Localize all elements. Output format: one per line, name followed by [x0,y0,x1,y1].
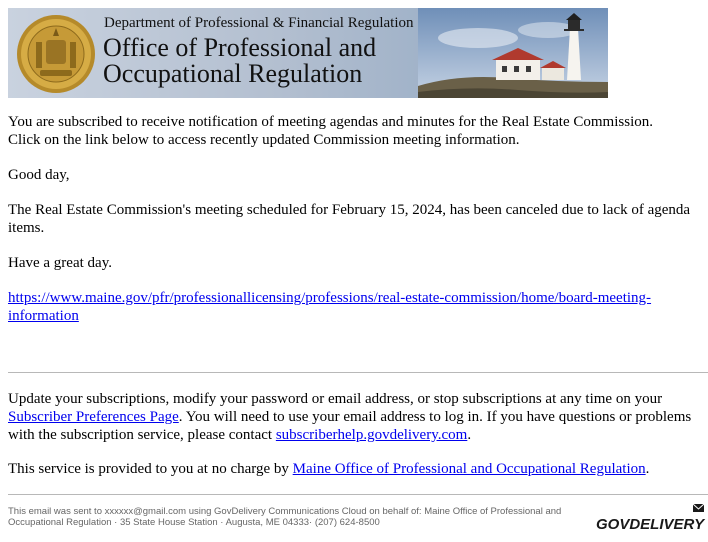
board-meeting-information-link[interactable]: https://www.maine.gov/pfr/professionallicensing/professions/real-estate-commission/home/board-meeting-information [8,290,652,324]
department-name: Department of Professional & Financial Regulation [104,15,414,31]
subscriber-preferences-link[interactable]: Subscriber Preferences Page [8,409,179,425]
closing: Have a great day. [8,255,112,271]
divider-bottom [8,494,708,495]
govdelivery-logo [594,502,706,538]
email-body [8,113,700,342]
legal-footer: This email was sent to xxxxxx@gmail.com using GovDelivery Communications Cloud on behalf of: Maine Office of Professional and Occupational Regulation · 35 State House Station · Augusta, ME 04333· (207) 624-8500 [8,506,562,528]
intro-line-2: Click on the link below to access recently updated Commission meeting information. [8,132,520,148]
office-title [103,35,376,87]
maine-state-seal-icon [16,14,96,94]
divider [8,372,708,373]
subscription-management-text [8,390,708,444]
update-text-1: Update your subscriptions, modify your password or email address, or stop subscriptions at any time on your [8,391,663,407]
envelope-icon [693,504,704,512]
lighthouse-photo [418,8,608,98]
meeting-link-paragraph [8,289,700,325]
subscriber-help-link[interactable]: subscriberhelp.govdelivery.com [275,427,468,443]
office-title-line2: Occupational Regulation [103,59,363,88]
subscription-footer [8,390,708,494]
subscription-intro [8,113,700,149]
greeting: Good day, [8,167,70,183]
cancellation-message: The Real Estate Commission's meeting scheduled for February 15, 2024, has been canceled due to lack of agenda items. [8,202,691,236]
office-title-line1: Office of Professional and [103,33,377,62]
header-banner [8,8,608,98]
intro-line-1: You are subscribed to receive notification of meeting agendas and minutes for the Real Estate Commission. [8,114,653,130]
service-text: This service is provided to you at no charge by [8,461,289,477]
update-text-2: . You will need to use your email address to log in. If you have questions or problems with the subscription service, please contact [8,409,692,443]
update-text-3: . [467,427,472,443]
govdelivery-wordmark: GOVDELIVERY [596,516,705,533]
service-end: . [645,461,650,477]
service-provider-text [8,460,708,478]
maine-office-link[interactable]: Maine Office of Professional and Occupational Regulation [292,461,646,477]
